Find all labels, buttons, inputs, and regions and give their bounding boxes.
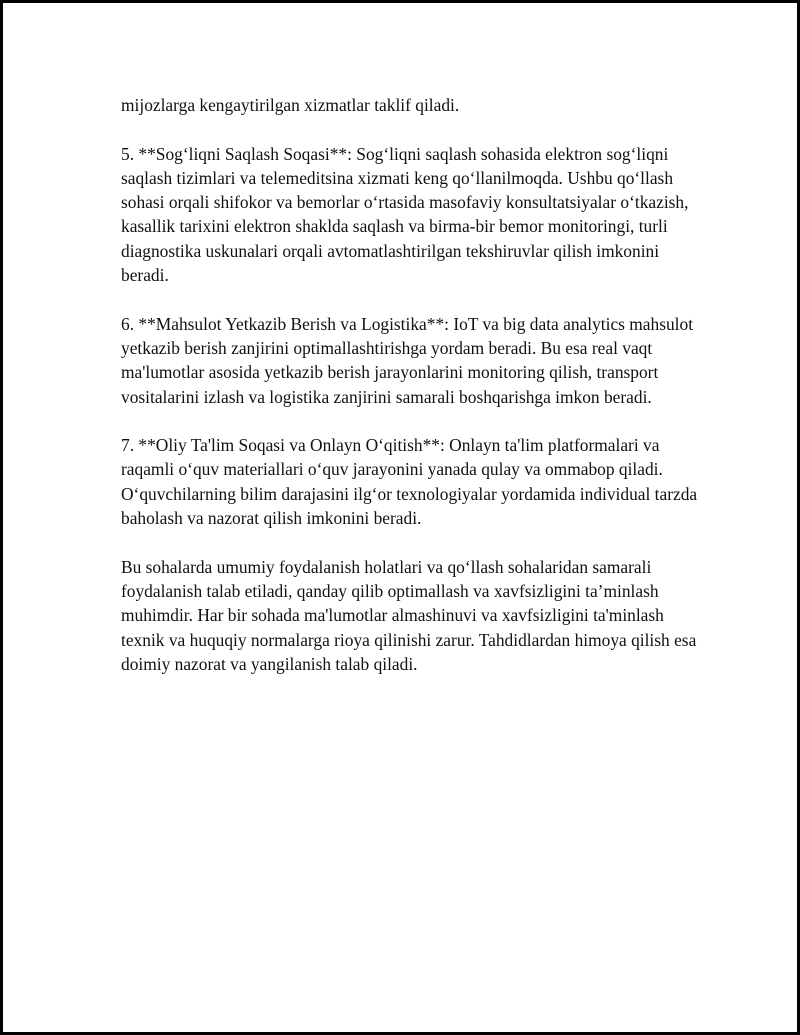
document-body <box>121 93 701 700</box>
paragraph-logistics: 6. **Mahsulot Yetkazib Berish va Logistika**: IoT va big data analytics mahsulot yetkazib berish zanjirini optimallashtirishga yordam beradi. Bu esa real vaqt ma'lumotlar asosida yetkazib berish jarayonlarini monitoring qilish, transport vositalarini izlash va logistika zanjirini samarali boshqarishga imkon beradi. <box>121 313 694 407</box>
paragraph-education: 7. **Oliy Ta'lim Soqasi va Onlayn O‘qitish**: Onlayn ta'lim platformalari va raqamli o‘quv materiallari o‘quv jarayonini yanada qulay va ommabop qiladi. O‘quvchilarning bilim darajasini ilg‘or texnologiyalar yordamida individual tarzda baholash va nazorat qilish imkonini beradi. <box>121 435 698 529</box>
paragraph-healthcare: 5. **Sog‘liqni Saqlash Soqasi**: Sog‘liqni saqlash sohasida elektron sog‘liqni saqlash tizimlari va telemeditsina xizmati keng qo‘llanilmoqda. Ushbu qo‘llash sohasi orqali shifokor va bemorlar o‘rtasida masofaviy konsultatsiyalar o‘tkazish, kasallik tarixini elektron shaklda saqlash va birma-bir bemor monitoringi, turli diagnostika uskunalari orqali avtomatlashtirilgan tekshiruvlar qilish imkonini beradi. <box>121 143 689 286</box>
paragraph-continuation: mijozlarga kengaytirilgan xizmatlar taklif qiladi. <box>121 95 460 115</box>
paragraph-conclusion: Bu sohalarda umumiy foydalanish holatlari va qo‘llash sohalaridan samarali foydalanish talab etiladi, qanday qilib optimallash va xavfsizligini ta’minlash muhimdir. Har bir sohada ma'lumotlar almashinuvi va xavfsizligini ta'minlash texnik va huquqiy normalarga rioya qilinishi zarur. Tahdidlardan himoya qilish esa doimiy nazorat va yangilanish talab qiladi. <box>121 556 697 674</box>
